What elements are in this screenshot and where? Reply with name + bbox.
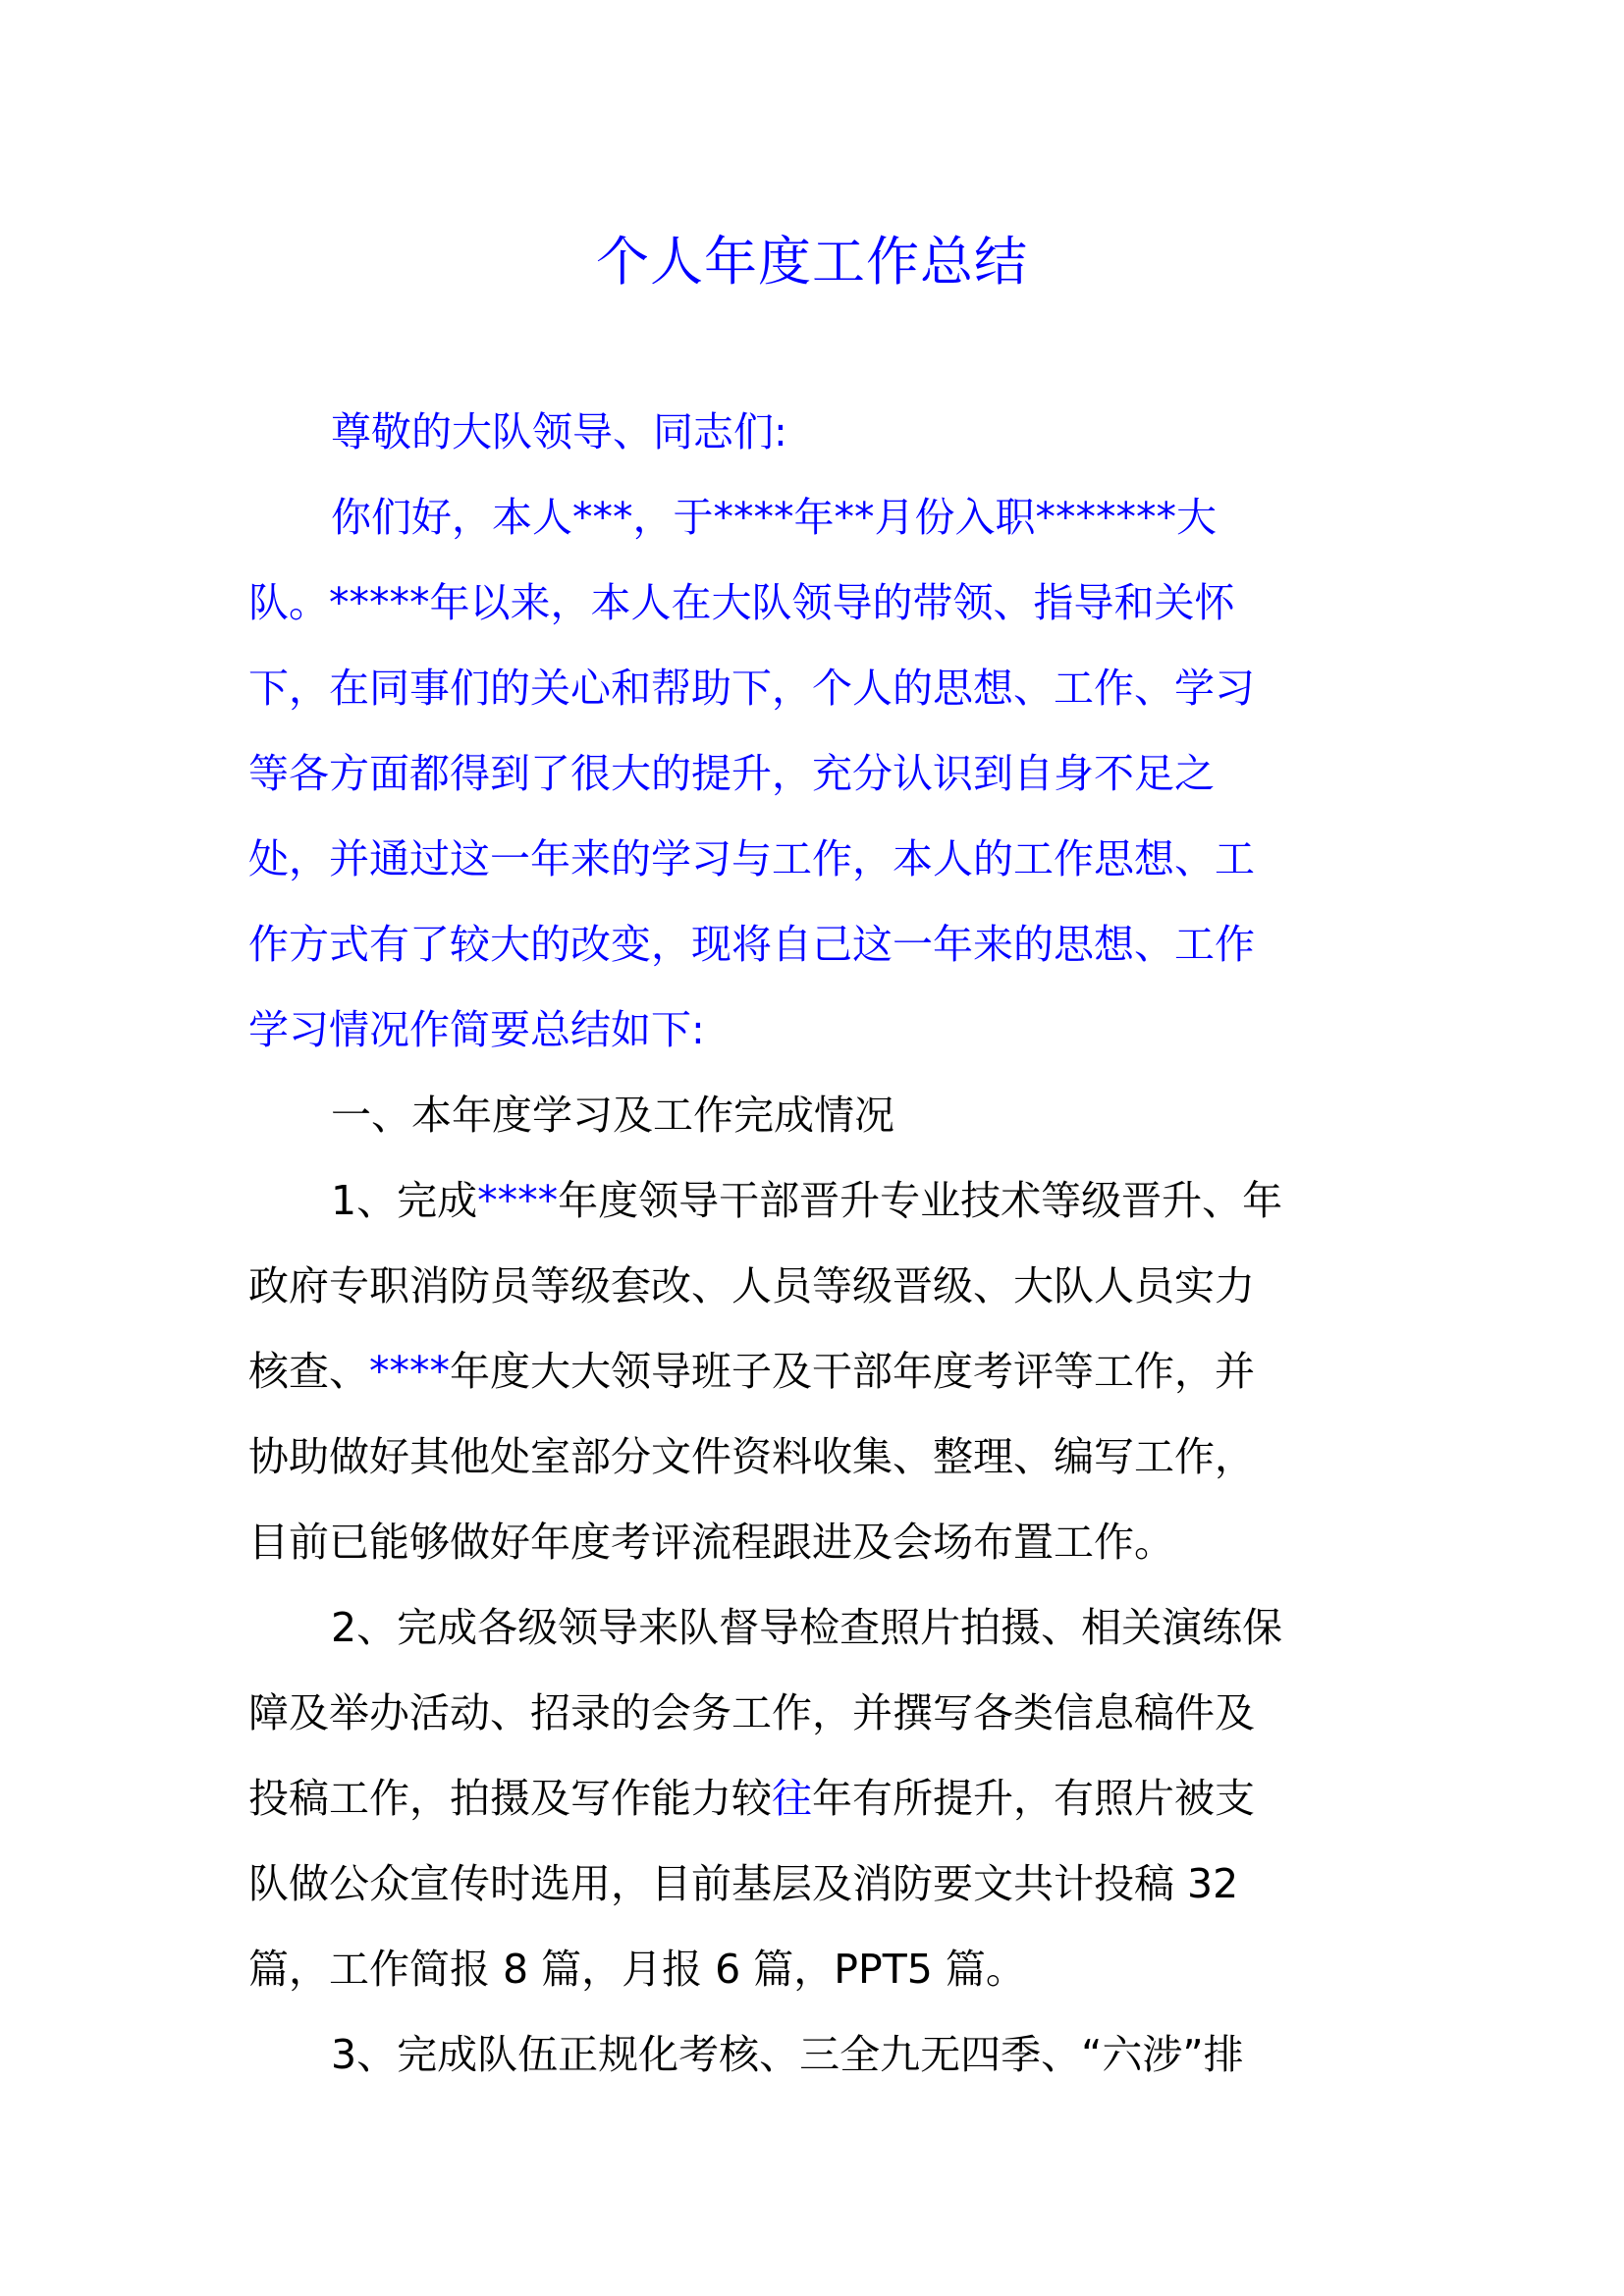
text-line [248,1598,1387,1683]
text-line [248,915,1387,1000]
text-segment: 协助做好其他处室部分文件资料收集、整理、编写工作， [248,1433,1255,1480]
text-segment: 目前已能够做好年度考评流程跟进及会场布置工作。 [248,1519,1174,1566]
highlighted-text: 下，在同事们的关心和帮助下，个人的思想、工作、学习 [248,665,1255,712]
text-line [248,1940,1387,2025]
text-line [248,488,1387,573]
text-segment: 障及举办活动、招录的会务工作，并撰写各类信息稿件及 [248,1689,1255,1736]
highlighted-text: **** [477,1177,559,1224]
text-line [248,2025,1387,2110]
text-line [248,1513,1387,1598]
text-line [248,1427,1387,1513]
highlighted-text: 往 [772,1775,812,1822]
text-segment: 2、完成各级领导来队督导检查照片拍摄、相关演练保 [331,1604,1283,1651]
highlighted-text: 你们好，本人***，于****年**月份入职*******大 [331,494,1217,541]
text-line [248,744,1387,829]
text-segment: 核查、 [248,1348,369,1395]
text-line [248,1086,1387,1171]
document-title: 个人年度工作总结 [596,231,1028,293]
text-line [248,1683,1387,1769]
document-body [248,402,1387,2110]
text-segment: 篇，工作简报 8 篇，月报 6 篇，PPT5 篇。 [248,1946,1026,1993]
highlighted-text: **** [369,1348,450,1395]
text-line [248,573,1387,659]
text-line [248,402,1387,488]
text-line [248,1342,1387,1427]
highlighted-text: 尊敬的大队领导、同志们: [331,408,787,455]
text-segment: 政府专职消防员等级套改、人员等级晋级、大队人员实力 [248,1262,1255,1309]
highlighted-text: 队。*****年以来，本人在大队领导的带领、指导和关怀 [248,579,1235,626]
highlighted-text: 等各方面都得到了很大的提升，充分认识到自身不足之 [248,750,1215,797]
text-segment: 3、完成队伍正规化考核、三全九无四季、“六涉”排 [331,2031,1244,2078]
text-segment: 一、本年度学习及工作完成情况 [331,1092,894,1139]
text-segment: 1、完成 [331,1177,478,1224]
highlighted-text: 学习情况作简要总结如下: [248,1006,705,1053]
text-segment: 投稿工作，拍摄及写作能力较 [248,1775,772,1822]
text-segment: 年度大大领导班子及干部年度考评等工作，并 [450,1348,1255,1395]
text-line [248,1000,1387,1086]
highlighted-text: 作方式有了较大的改变，现将自己这一年来的思想、工作 [248,921,1255,968]
text-line [248,1854,1387,1940]
text-line [248,829,1387,915]
text-line [248,659,1387,744]
text-segment: 年有所提升，有照片被支 [812,1775,1255,1822]
text-line [248,1769,1387,1854]
text-segment: 年度领导干部晋升专业技术等级晋升、年 [558,1177,1283,1224]
text-segment: 队做公众宣传时选用，目前基层及消防要文共计投稿 32 [248,1860,1239,1907]
text-line [248,1256,1387,1342]
text-line [248,1171,1387,1256]
highlighted-text: 处，并通过这一年来的学习与工作，本人的工作思想、工 [248,835,1255,882]
